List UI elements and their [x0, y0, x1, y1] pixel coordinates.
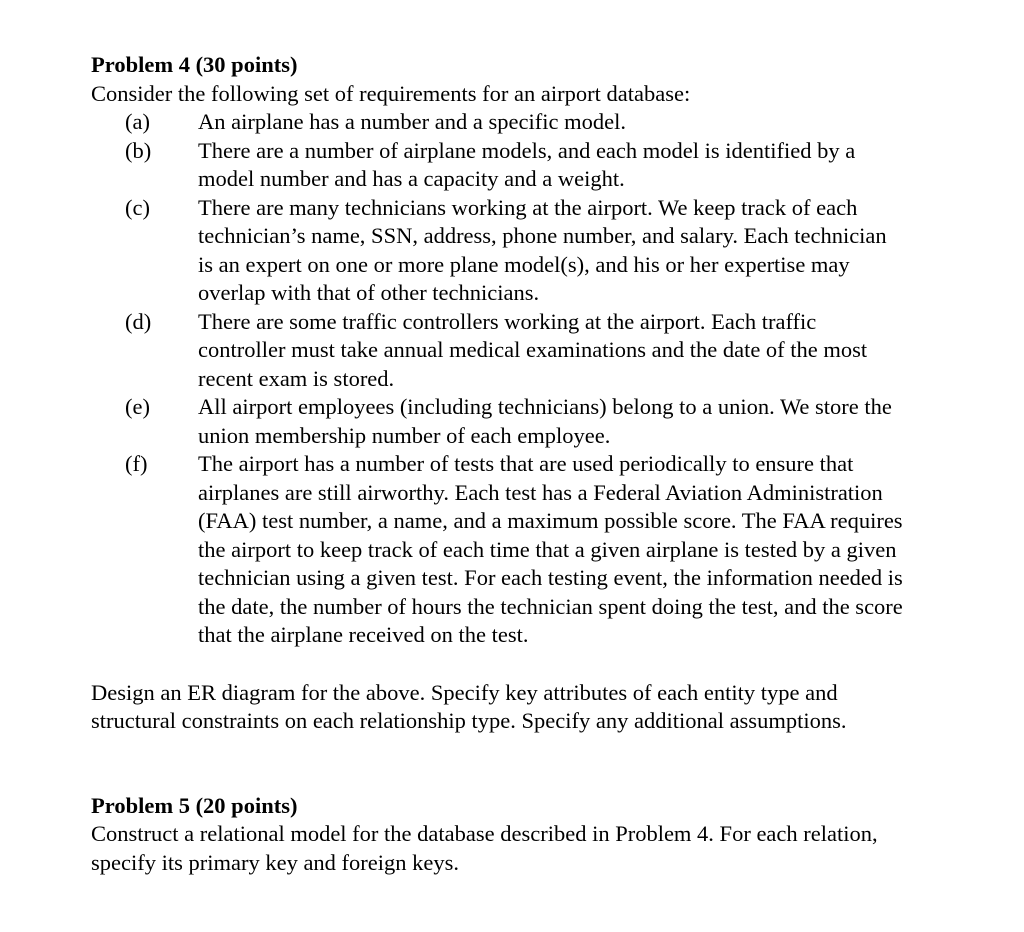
requirement-label: (d) — [125, 308, 152, 334]
requirement-line: the airport to keep track of each time that a given airplane is tested by a given — [198, 536, 897, 562]
requirement-text — [198, 393, 991, 450]
problem-5-heading: Problem 5 (20 points) — [91, 792, 298, 818]
requirement-label: (b) — [125, 137, 152, 163]
requirement-label: (a) — [125, 109, 150, 134]
requirement-line: union membership number of each employee. — [198, 422, 611, 448]
requirement-c — [91, 194, 991, 308]
document-page — [91, 51, 991, 877]
requirement-line: recent exam is stored. — [198, 365, 395, 391]
requirement-line: controller must take annual medical examinations and the date of the most — [198, 337, 868, 362]
requirement-text — [198, 450, 991, 650]
requirement-line: (FAA) test number, a name, and a maximum possible score. The FAA requires — [198, 508, 903, 533]
problem-4-heading: Problem 4 (30 points) — [91, 52, 298, 77]
problem-4-intro: Consider the following set of requirements for an airport database: — [91, 80, 691, 106]
requirement-line: overlap with that of other technicians. — [198, 280, 540, 305]
requirement-line: airplanes are still airworthy. Each test has a Federal Aviation Administration — [198, 479, 883, 505]
requirement-line: is an expert on one or more plane model(s), and his or her expertise may — [198, 251, 850, 277]
requirement-line: technician using a given test. For each testing event, the information needed is — [198, 565, 903, 590]
problem-5-body-line: Construct a relational model for the database described in Problem 4. For each relation, — [91, 821, 878, 846]
requirements-list — [91, 108, 991, 650]
requirement-text — [198, 108, 991, 137]
requirement-line: model number and has a capacity and a weight. — [198, 166, 625, 191]
requirement-line: The airport has a number of tests that are used periodically to ensure that — [198, 451, 854, 476]
problem-5-section — [91, 792, 991, 878]
requirement-b — [91, 137, 991, 194]
requirement-f — [91, 450, 991, 650]
requirement-line: There are a number of airplane models, and each model is identified by a — [198, 137, 856, 163]
requirement-a — [91, 108, 991, 137]
requirement-e — [91, 393, 991, 450]
problem-5-body-line: specify its primary key and foreign keys. — [91, 849, 460, 875]
requirement-line: An airplane has a number and a specific model. — [198, 109, 626, 134]
requirement-line: technician’s name, SSN, address, phone number, and salary. Each technician — [198, 223, 887, 248]
requirement-label: (f) — [125, 451, 148, 476]
requirement-text — [198, 308, 991, 394]
problem-4-section — [91, 51, 991, 736]
requirement-text — [198, 137, 991, 194]
requirement-line: There are many technicians working at the airport. We keep track of each — [198, 194, 858, 220]
spacer — [91, 650, 991, 679]
requirement-label: (e) — [125, 394, 150, 419]
requirement-line: the date, the number of hours the technician spent doing the test, and the score — [198, 593, 903, 619]
instructions-line: Design an ER diagram for the above. Specify key attributes of each entity type and — [91, 679, 838, 705]
requirement-line: that the airplane received on the test. — [198, 622, 529, 647]
instructions-line: structural constraints on each relationship type. Specify any additional assumptions. — [91, 708, 847, 733]
requirement-label: (c) — [125, 194, 150, 220]
requirement-line: All airport employees (including technicians) belong to a union. We store the — [198, 394, 892, 419]
requirement-text — [198, 194, 991, 308]
problem-4-instructions — [91, 679, 991, 736]
spacer — [91, 736, 991, 792]
requirement-line: There are some traffic controllers working at the airport. Each traffic — [198, 308, 817, 334]
requirement-d — [91, 308, 991, 394]
